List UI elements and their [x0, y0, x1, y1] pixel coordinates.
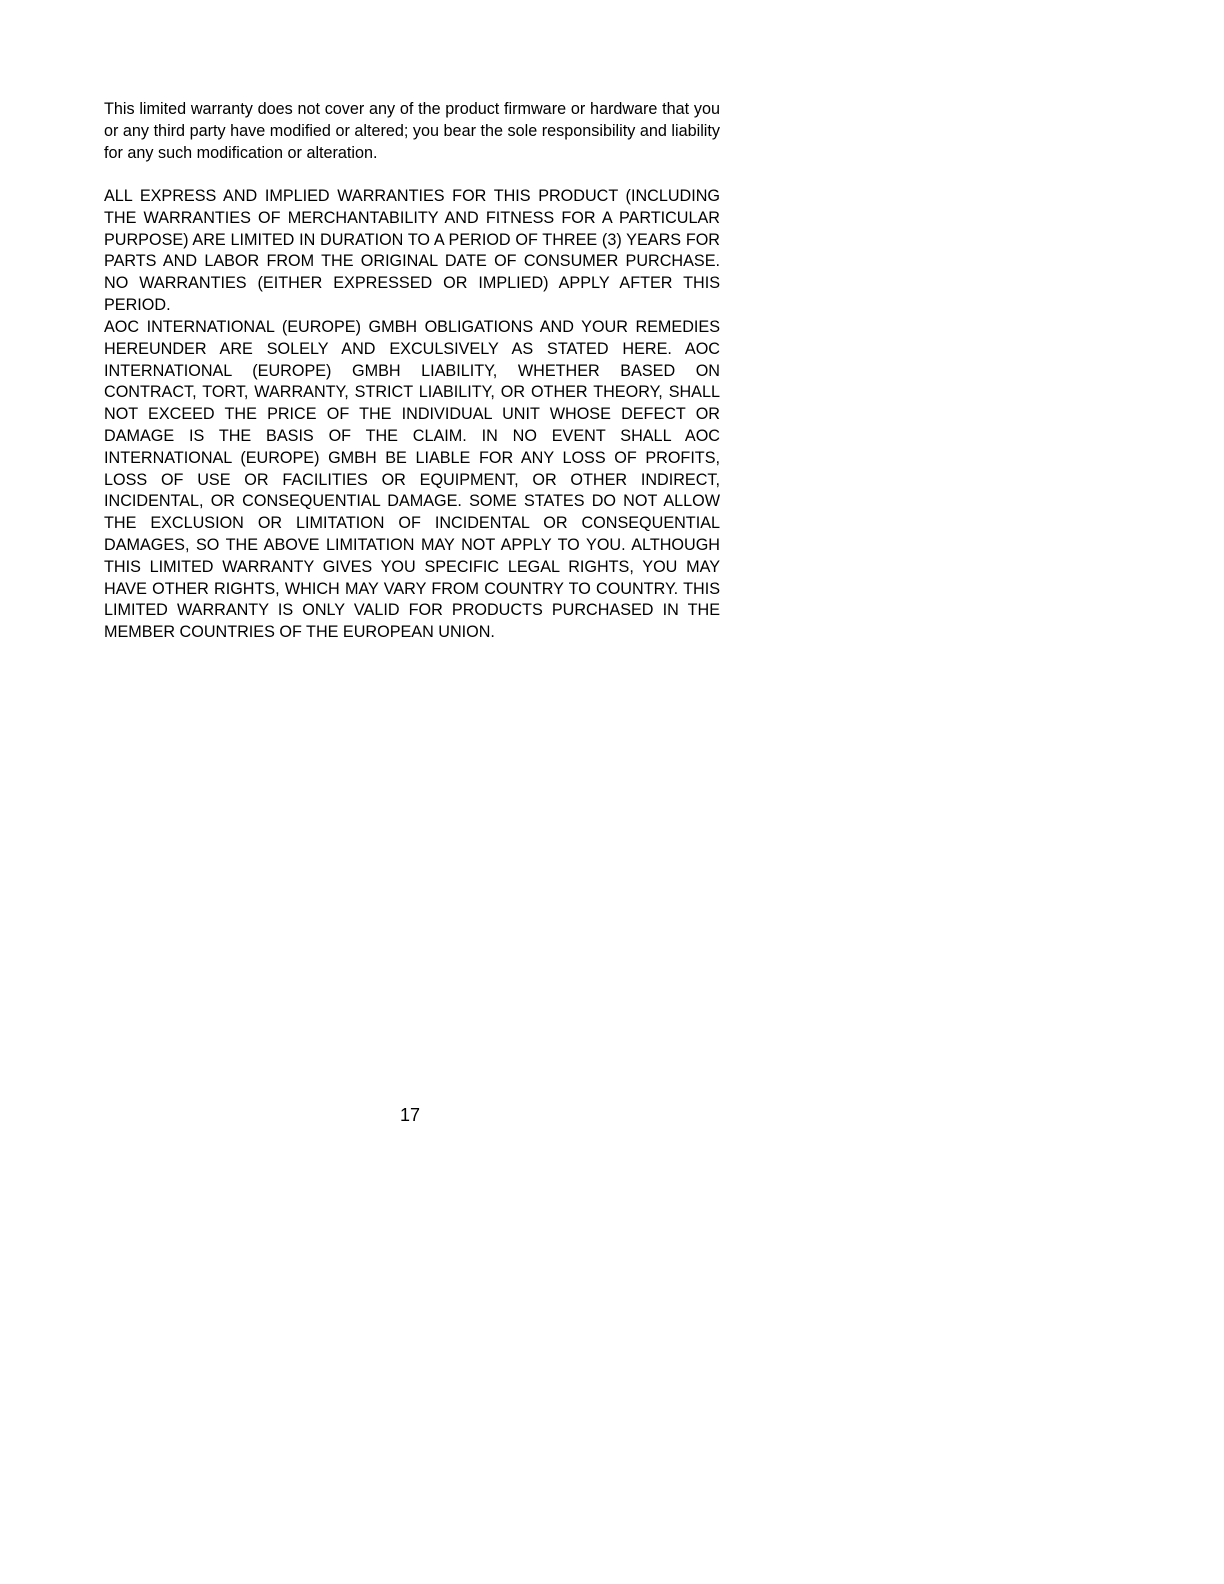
page-number: 17: [400, 1105, 421, 1125]
warranty-duration-paragraph: ALL EXPRESS AND IMPLIED WARRANTIES FOR THIS PRODUCT (INCLUDING THE WARRANTIES OF MERCHANTABILITY AND FITNESS FOR A PARTICULAR PURPOSE) ARE LIMITED IN DURATION TO A PERIOD OF THREE (3) YEARS FOR PARTS AND LABOR FROM THE ORIGINAL DATE OF CONSUMER PURCHASE. NO WARRANTIES (EITHER EXPRESSED OR IMPLIED) APPLY AFTER THIS PERIOD.: [104, 187, 720, 314]
warranty-modification-paragraph: This limited warranty does not cover any of the product firmware or hardware that you or any third party have modified or altered; you bear the sole responsibility and liability for any such modification or alteration.: [104, 100, 720, 162]
liability-limitation-paragraph: AOC INTERNATIONAL (EUROPE) GMBH OBLIGATIONS AND YOUR REMEDIES HEREUNDER ARE SOLELY AND EXCULSIVELY AS STATED HERE. AOC INTERNATIONAL (EUROPE) GMBH LIABILITY, WHETHER BASED ON CONTRACT, TORT, WARRANTY, STRICT LIABILITY, OR OTHER THEORY, SHALL NOT EXCEED THE PRICE OF THE INDIVIDUAL UNIT WHOSE DEFECT OR DAMAGE IS THE BASIS OF THE CLAIM. IN NO EVENT SHALL AOC INTERNATIONAL (EUROPE) GMBH BE LIABLE FOR ANY LOSS OF PROFITS, LOSS OF USE OR FACILITIES OR EQUIPMENT, OR OTHER INDIRECT, INCIDENTAL, OR CONSEQUENTIAL DAMAGE. SOME STATES DO NOT ALLOW THE EXCLUSION OR LIMITATION OF INCIDENTAL OR CONSEQUENTIAL DAMAGES, SO THE ABOVE LIMITATION MAY NOT APPLY TO YOU. ALTHOUGH THIS LIMITED WARRANTY GIVES YOU SPECIFIC LEGAL RIGHTS, YOU MAY HAVE OTHER RIGHTS, WHICH MAY VARY FROM COUNTRY TO COUNTRY. THIS LIMITED WARRANTY IS ONLY VALID FOR PRODUCTS PURCHASED IN THE MEMBER COUNTRIES OF THE EUROPEAN UNION.: [104, 318, 720, 642]
